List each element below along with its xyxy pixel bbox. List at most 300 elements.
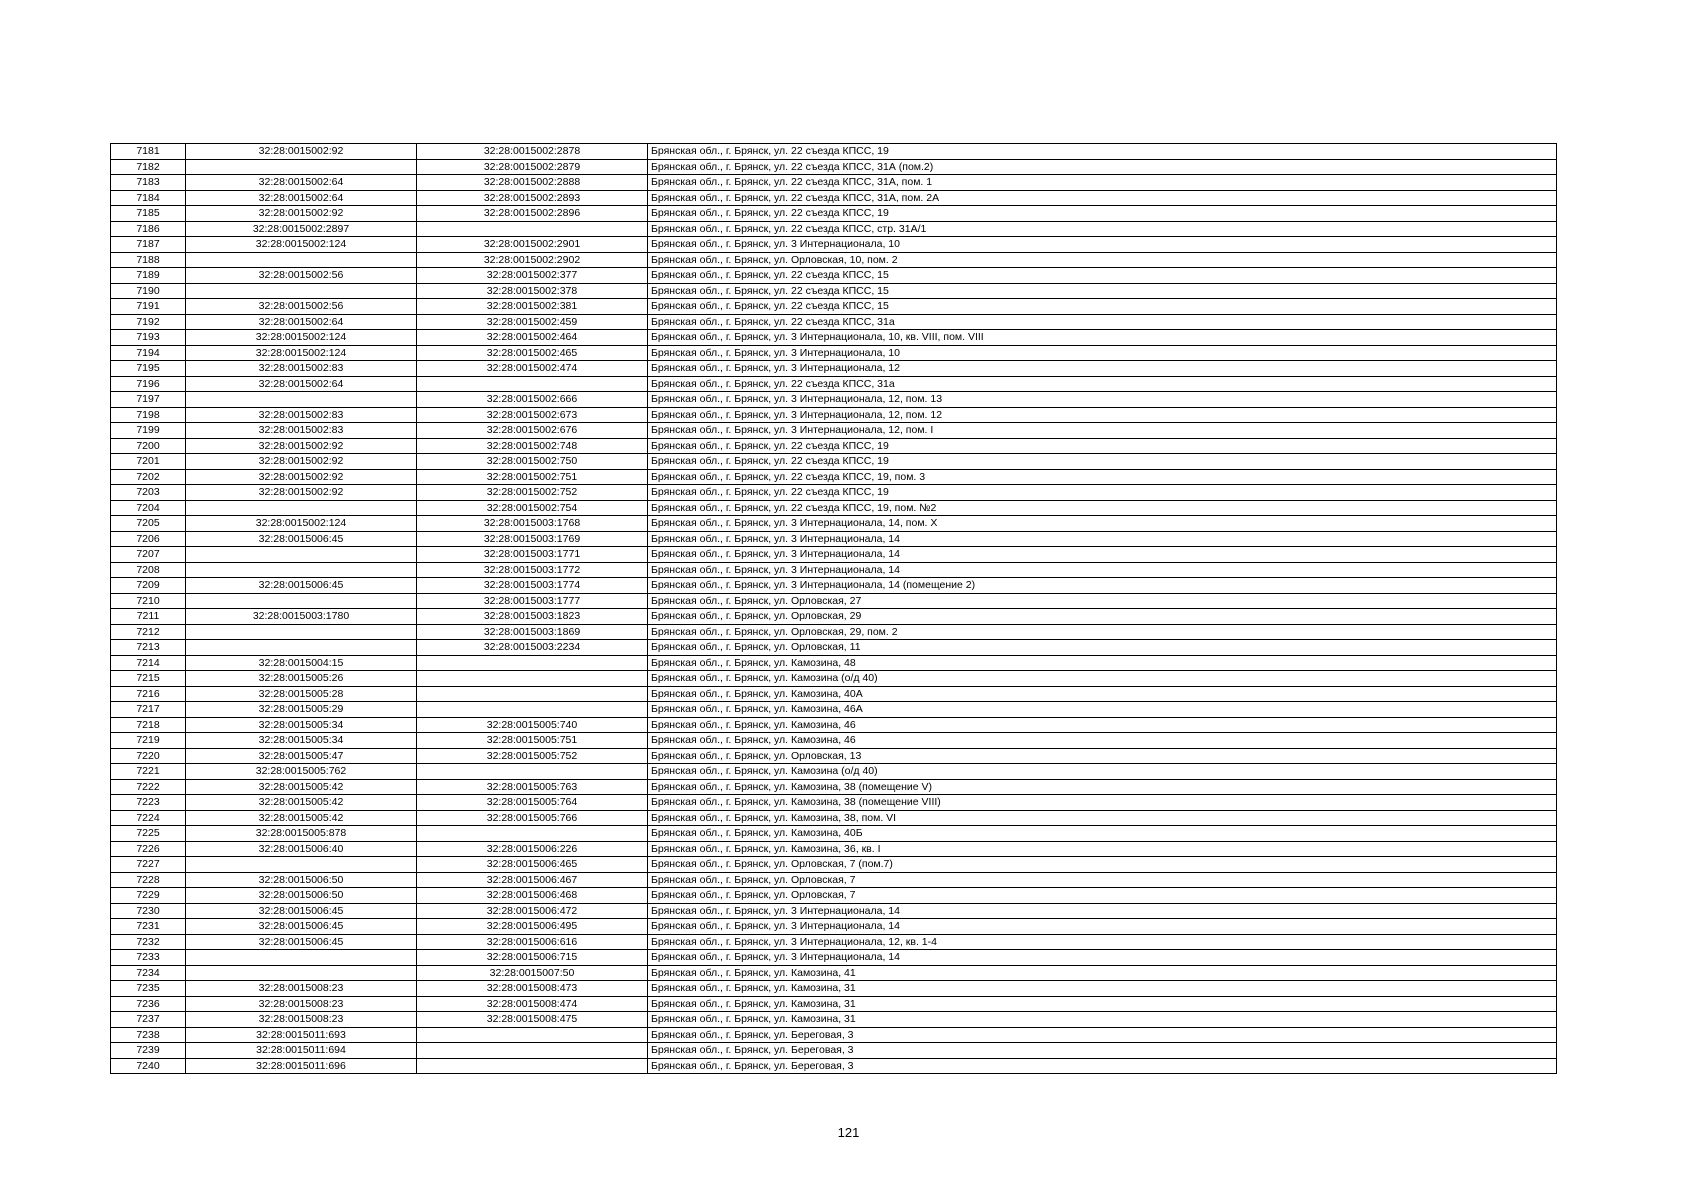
table-row [111, 1012, 1557, 1028]
parcel-number-cell: 32:28:0015002:92 [186, 438, 417, 454]
row-number-cell: 7225 [111, 826, 186, 842]
address-cell: Брянская обл., г. Брянск, ул. 22 съезда КПСС, 15 [648, 268, 1557, 284]
row-number-cell: 7221 [111, 764, 186, 780]
address-cell: Брянская обл., г. Брянск, ул. Камозина (о/д 40) [648, 671, 1557, 687]
address-cell: Брянская обл., г. Брянск, ул. Камозина, 48 [648, 655, 1557, 671]
table-row [111, 159, 1557, 175]
object-number-cell: 32:28:0015006:226 [417, 841, 648, 857]
parcel-number-cell: 32:28:0015002:124 [186, 516, 417, 532]
parcel-number-cell: 32:28:0015002:92 [186, 469, 417, 485]
address-cell: Брянская обл., г. Брянск, ул. Береговая, 3 [648, 1058, 1557, 1074]
object-number-cell: 32:28:0015002:754 [417, 500, 648, 516]
address-cell: Брянская обл., г. Брянск, ул. Камозина, 31 [648, 981, 1557, 997]
address-cell: Брянская обл., г. Брянск, ул. 22 съезда КПСС, 19 [648, 144, 1557, 160]
table-row [111, 764, 1557, 780]
object-number-cell: 32:28:0015002:748 [417, 438, 648, 454]
cadastral-table [110, 143, 1557, 1074]
address-cell: Брянская обл., г. Брянск, ул. 22 съезда КПСС, 31а [648, 376, 1557, 392]
object-number-cell [417, 826, 648, 842]
parcel-number-cell [186, 562, 417, 578]
object-number-cell: 32:28:0015005:752 [417, 748, 648, 764]
row-number-cell: 7235 [111, 981, 186, 997]
table-row [111, 407, 1557, 423]
row-number-cell: 7198 [111, 407, 186, 423]
parcel-number-cell: 32:28:0015005:47 [186, 748, 417, 764]
table-row [111, 919, 1557, 935]
table-row [111, 237, 1557, 253]
parcel-number-cell: 32:28:0015006:50 [186, 872, 417, 888]
address-cell: Брянская обл., г. Брянск, ул. 3 Интернационала, 14, пом. X [648, 516, 1557, 532]
parcel-number-cell [186, 392, 417, 408]
address-cell: Брянская обл., г. Брянск, ул. 3 Интернационала, 12 [648, 361, 1557, 377]
row-number-cell: 7215 [111, 671, 186, 687]
address-cell: Брянская обл., г. Брянск, ул. Камозина, 38 (помещение VIII) [648, 795, 1557, 811]
row-number-cell: 7187 [111, 237, 186, 253]
object-number-cell [417, 221, 648, 237]
address-cell: Брянская обл., г. Брянск, ул. 22 съезда КПСС, 19 [648, 485, 1557, 501]
object-number-cell: 32:28:0015003:1772 [417, 562, 648, 578]
address-cell: Брянская обл., г. Брянск, ул. Камозина, 41 [648, 965, 1557, 981]
row-number-cell: 7199 [111, 423, 186, 439]
row-number-cell: 7205 [111, 516, 186, 532]
address-cell: Брянская обл., г. Брянск, ул. Камозина, 31 [648, 1012, 1557, 1028]
table-row [111, 686, 1557, 702]
object-number-cell: 32:28:0015002:381 [417, 299, 648, 315]
parcel-number-cell [186, 857, 417, 873]
address-cell: Брянская обл., г. Брянск, ул. Орловская, 29 [648, 609, 1557, 625]
address-cell: Брянская обл., г. Брянск, ул. 3 Интернационала, 14 [648, 919, 1557, 935]
object-number-cell: 32:28:0015007:50 [417, 965, 648, 981]
address-cell: Брянская обл., г. Брянск, ул. Орловская, 7 (пом.7) [648, 857, 1557, 873]
parcel-number-cell: 32:28:0015002:2897 [186, 221, 417, 237]
object-number-cell: 32:28:0015006:616 [417, 934, 648, 950]
address-cell: Брянская обл., г. Брянск, ул. Камозина, 46А [648, 702, 1557, 718]
object-number-cell [417, 671, 648, 687]
parcel-number-cell: 32:28:0015005:34 [186, 733, 417, 749]
address-cell: Брянская обл., г. Брянск, ул. 22 съезда КПСС, 31А, пом. 1 [648, 175, 1557, 191]
table-row [111, 423, 1557, 439]
parcel-number-cell: 32:28:0015005:878 [186, 826, 417, 842]
object-number-cell: 32:28:0015002:464 [417, 330, 648, 346]
table-row [111, 748, 1557, 764]
address-cell: Брянская обл., г. Брянск, ул. 3 Интернационала, 12, кв. 1-4 [648, 934, 1557, 950]
table-row [111, 640, 1557, 656]
parcel-number-cell [186, 500, 417, 516]
object-number-cell [417, 1027, 648, 1043]
table-row [111, 872, 1557, 888]
object-number-cell: 32:28:0015006:495 [417, 919, 648, 935]
row-number-cell: 7192 [111, 314, 186, 330]
parcel-number-cell [186, 252, 417, 268]
object-number-cell: 32:28:0015003:1771 [417, 547, 648, 563]
table-row [111, 888, 1557, 904]
object-number-cell: 32:28:0015008:474 [417, 996, 648, 1012]
address-cell: Брянская обл., г. Брянск, ул. 3 Интернационала, 12, пом. I [648, 423, 1557, 439]
row-number-cell: 7239 [111, 1043, 186, 1059]
row-number-cell: 7195 [111, 361, 186, 377]
table-row [111, 857, 1557, 873]
address-cell: Брянская обл., г. Брянск, ул. 22 съезда КПСС, 15 [648, 299, 1557, 315]
parcel-number-cell: 32:28:0015002:83 [186, 407, 417, 423]
parcel-number-cell: 32:28:0015002:92 [186, 144, 417, 160]
object-number-cell: 32:28:0015003:1869 [417, 624, 648, 640]
table-row [111, 454, 1557, 470]
table-row [111, 950, 1557, 966]
parcel-number-cell: 32:28:0015004:15 [186, 655, 417, 671]
table-row [111, 655, 1557, 671]
address-cell: Брянская обл., г. Брянск, ул. 3 Интернационала, 10, кв. VIII, пом. VIII [648, 330, 1557, 346]
table-row [111, 516, 1557, 532]
address-cell: Брянская обл., г. Брянск, ул. Камозина (о/д 40) [648, 764, 1557, 780]
object-number-cell: 32:28:0015003:1768 [417, 516, 648, 532]
row-number-cell: 7185 [111, 206, 186, 222]
parcel-number-cell: 32:28:0015005:42 [186, 779, 417, 795]
address-cell: Брянская обл., г. Брянск, ул. Камозина, 46 [648, 717, 1557, 733]
row-number-cell: 7190 [111, 283, 186, 299]
parcel-number-cell: 32:28:0015011:693 [186, 1027, 417, 1043]
object-number-cell: 32:28:0015002:2893 [417, 190, 648, 206]
address-cell: Брянская обл., г. Брянск, ул. 3 Интернационала, 14 (помещение 2) [648, 578, 1557, 594]
row-number-cell: 7200 [111, 438, 186, 454]
object-number-cell: 32:28:0015006:715 [417, 950, 648, 966]
object-number-cell: 32:28:0015008:475 [417, 1012, 648, 1028]
table-row [111, 1043, 1557, 1059]
row-number-cell: 7232 [111, 934, 186, 950]
table-row [111, 392, 1557, 408]
address-cell: Брянская обл., г. Брянск, ул. 3 Интернационала, 14 [648, 547, 1557, 563]
row-number-cell: 7229 [111, 888, 186, 904]
object-number-cell: 32:28:0015003:1777 [417, 593, 648, 609]
address-cell: Брянская обл., г. Брянск, ул. 3 Интернационала, 12, пом. 12 [648, 407, 1557, 423]
row-number-cell: 7206 [111, 531, 186, 547]
table-row [111, 841, 1557, 857]
address-cell: Брянская обл., г. Брянск, ул. 3 Интернационала, 14 [648, 903, 1557, 919]
row-number-cell: 7214 [111, 655, 186, 671]
object-number-cell: 32:28:0015002:474 [417, 361, 648, 377]
object-number-cell: 32:28:0015002:2901 [417, 237, 648, 253]
row-number-cell: 7193 [111, 330, 186, 346]
row-number-cell: 7197 [111, 392, 186, 408]
parcel-number-cell [186, 950, 417, 966]
table-row [111, 996, 1557, 1012]
row-number-cell: 7228 [111, 872, 186, 888]
row-number-cell: 7222 [111, 779, 186, 795]
row-number-cell: 7211 [111, 609, 186, 625]
table-row [111, 376, 1557, 392]
parcel-number-cell: 32:28:0015006:45 [186, 903, 417, 919]
parcel-number-cell [186, 159, 417, 175]
object-number-cell: 32:28:0015006:468 [417, 888, 648, 904]
table-row [111, 500, 1557, 516]
table-row [111, 934, 1557, 950]
address-cell: Брянская обл., г. Брянск, ул. 3 Интернационала, 14 [648, 562, 1557, 578]
table-row [111, 330, 1557, 346]
table-row [111, 562, 1557, 578]
table-row [111, 609, 1557, 625]
row-number-cell: 7207 [111, 547, 186, 563]
address-cell: Брянская обл., г. Брянск, ул. 22 съезда КПСС, 19, пом. 3 [648, 469, 1557, 485]
row-number-cell: 7212 [111, 624, 186, 640]
table-row [111, 547, 1557, 563]
parcel-number-cell: 32:28:0015011:696 [186, 1058, 417, 1074]
address-cell: Брянская обл., г. Брянск, ул. Орловская, 10, пом. 2 [648, 252, 1557, 268]
row-number-cell: 7218 [111, 717, 186, 733]
parcel-number-cell: 32:28:0015002:83 [186, 423, 417, 439]
parcel-number-cell: 32:28:0015002:92 [186, 206, 417, 222]
table-row [111, 221, 1557, 237]
parcel-number-cell: 32:28:0015011:694 [186, 1043, 417, 1059]
table-row [111, 283, 1557, 299]
object-number-cell: 32:28:0015005:766 [417, 810, 648, 826]
object-number-cell: 32:28:0015005:764 [417, 795, 648, 811]
object-number-cell [417, 702, 648, 718]
parcel-number-cell [186, 593, 417, 609]
table-row [111, 717, 1557, 733]
parcel-number-cell: 32:28:0015002:64 [186, 190, 417, 206]
object-number-cell [417, 764, 648, 780]
parcel-number-cell: 32:28:0015002:124 [186, 330, 417, 346]
address-cell: Брянская обл., г. Брянск, ул. 3 Интернационала, 10 [648, 237, 1557, 253]
address-cell: Брянская обл., г. Брянск, ул. 3 Интернационала, 14 [648, 950, 1557, 966]
parcel-number-cell: 32:28:0015006:50 [186, 888, 417, 904]
table-row [111, 702, 1557, 718]
object-number-cell: 32:28:0015002:750 [417, 454, 648, 470]
parcel-number-cell: 32:28:0015002:124 [186, 345, 417, 361]
address-cell: Брянская обл., г. Брянск, ул. Камозина, 31 [648, 996, 1557, 1012]
table-row [111, 578, 1557, 594]
object-number-cell: 32:28:0015002:2902 [417, 252, 648, 268]
parcel-number-cell: 32:28:0015008:23 [186, 996, 417, 1012]
parcel-number-cell: 32:28:0015002:64 [186, 175, 417, 191]
row-number-cell: 7189 [111, 268, 186, 284]
row-number-cell: 7210 [111, 593, 186, 609]
table-row [111, 965, 1557, 981]
parcel-number-cell: 32:28:0015003:1780 [186, 609, 417, 625]
row-number-cell: 7196 [111, 376, 186, 392]
object-number-cell: 32:28:0015003:1823 [417, 609, 648, 625]
parcel-number-cell: 32:28:0015008:23 [186, 981, 417, 997]
table-row [111, 981, 1557, 997]
address-cell: Брянская обл., г. Брянск, ул. Орловская, 29, пом. 2 [648, 624, 1557, 640]
object-number-cell: 32:28:0015008:473 [417, 981, 648, 997]
address-cell: Брянская обл., г. Брянск, ул. Орловская, 27 [648, 593, 1557, 609]
table-row [111, 903, 1557, 919]
table-row [111, 175, 1557, 191]
row-number-cell: 7223 [111, 795, 186, 811]
parcel-number-cell: 32:28:0015005:42 [186, 810, 417, 826]
object-number-cell [417, 686, 648, 702]
row-number-cell: 7219 [111, 733, 186, 749]
row-number-cell: 7209 [111, 578, 186, 594]
object-number-cell: 32:28:0015002:751 [417, 469, 648, 485]
table-row [111, 252, 1557, 268]
address-cell: Брянская обл., г. Брянск, ул. 22 съезда КПСС, 19 [648, 438, 1557, 454]
parcel-number-cell [186, 640, 417, 656]
table-row [111, 779, 1557, 795]
object-number-cell [417, 1058, 648, 1074]
address-cell: Брянская обл., г. Брянск, ул. 22 съезда КПСС, стр. 31А/1 [648, 221, 1557, 237]
address-cell: Брянская обл., г. Брянск, ул. 3 Интернационала, 14 [648, 531, 1557, 547]
parcel-number-cell: 32:28:0015006:45 [186, 531, 417, 547]
address-cell: Брянская обл., г. Брянск, ул. Орловская, 13 [648, 748, 1557, 764]
table-row [111, 593, 1557, 609]
parcel-number-cell: 32:28:0015006:45 [186, 578, 417, 594]
address-cell: Брянская обл., г. Брянск, ул. Камозина, 46 [648, 733, 1557, 749]
row-number-cell: 7203 [111, 485, 186, 501]
row-number-cell: 7240 [111, 1058, 186, 1074]
parcel-number-cell [186, 965, 417, 981]
table-row [111, 361, 1557, 377]
row-number-cell: 7181 [111, 144, 186, 160]
object-number-cell: 32:28:0015002:2896 [417, 206, 648, 222]
row-number-cell: 7186 [111, 221, 186, 237]
row-number-cell: 7231 [111, 919, 186, 935]
address-cell: Брянская обл., г. Брянск, ул. Орловская, 7 [648, 888, 1557, 904]
parcel-number-cell: 32:28:0015005:26 [186, 671, 417, 687]
row-number-cell: 7202 [111, 469, 186, 485]
object-number-cell: 32:28:0015002:666 [417, 392, 648, 408]
parcel-number-cell: 32:28:0015006:40 [186, 841, 417, 857]
parcel-number-cell: 32:28:0015005:29 [186, 702, 417, 718]
table-row [111, 733, 1557, 749]
parcel-number-cell: 32:28:0015005:28 [186, 686, 417, 702]
parcel-number-cell: 32:28:0015002:124 [186, 237, 417, 253]
address-cell: Брянская обл., г. Брянск, ул. Камозина, 40А [648, 686, 1557, 702]
table-body [111, 144, 1557, 1074]
table-row [111, 438, 1557, 454]
row-number-cell: 7208 [111, 562, 186, 578]
row-number-cell: 7227 [111, 857, 186, 873]
row-number-cell: 7234 [111, 965, 186, 981]
object-number-cell: 32:28:0015002:673 [417, 407, 648, 423]
address-cell: Брянская обл., г. Брянск, ул. 22 съезда КПСС, 19 [648, 454, 1557, 470]
row-number-cell: 7237 [111, 1012, 186, 1028]
parcel-number-cell: 32:28:0015005:34 [186, 717, 417, 733]
object-number-cell: 32:28:0015003:1774 [417, 578, 648, 594]
object-number-cell [417, 655, 648, 671]
table-row [111, 469, 1557, 485]
parcel-number-cell: 32:28:0015002:92 [186, 454, 417, 470]
parcel-number-cell: 32:28:0015002:56 [186, 268, 417, 284]
object-number-cell: 32:28:0015002:378 [417, 283, 648, 299]
address-cell: Брянская обл., г. Брянск, ул. Камозина, 40Б [648, 826, 1557, 842]
row-number-cell: 7184 [111, 190, 186, 206]
row-number-cell: 7194 [111, 345, 186, 361]
parcel-number-cell [186, 624, 417, 640]
table-row [111, 345, 1557, 361]
row-number-cell: 7233 [111, 950, 186, 966]
address-cell: Брянская обл., г. Брянск, ул. Орловская, 7 [648, 872, 1557, 888]
object-number-cell: 32:28:0015003:1769 [417, 531, 648, 547]
parcel-number-cell: 32:28:0015002:64 [186, 376, 417, 392]
object-number-cell: 32:28:0015002:2888 [417, 175, 648, 191]
parcel-number-cell: 32:28:0015006:45 [186, 919, 417, 935]
page-number: 121 [837, 1125, 860, 1140]
object-number-cell: 32:28:0015002:2878 [417, 144, 648, 160]
row-number-cell: 7183 [111, 175, 186, 191]
object-number-cell: 32:28:0015006:467 [417, 872, 648, 888]
address-cell: Брянская обл., г. Брянск, ул. 22 съезда КПСС, 31А (пом.2) [648, 159, 1557, 175]
row-number-cell: 7188 [111, 252, 186, 268]
object-number-cell: 32:28:0015002:676 [417, 423, 648, 439]
row-number-cell: 7230 [111, 903, 186, 919]
object-number-cell: 32:28:0015005:751 [417, 733, 648, 749]
parcel-number-cell: 32:28:0015006:45 [186, 934, 417, 950]
table-row [111, 531, 1557, 547]
table-row [111, 485, 1557, 501]
parcel-number-cell: 32:28:0015002:83 [186, 361, 417, 377]
object-number-cell: 32:28:0015002:2879 [417, 159, 648, 175]
address-cell: Брянская обл., г. Брянск, ул. 22 съезда КПСС, 31а [648, 314, 1557, 330]
address-cell: Брянская обл., г. Брянск, ул. 22 съезда КПСС, 31А, пом. 2А [648, 190, 1557, 206]
address-cell: Брянская обл., г. Брянск, ул. Береговая, 3 [648, 1027, 1557, 1043]
table-row [111, 1058, 1557, 1074]
row-number-cell: 7204 [111, 500, 186, 516]
address-cell: Брянская обл., г. Брянск, ул. 3 Интернационала, 12, пом. 13 [648, 392, 1557, 408]
object-number-cell: 32:28:0015005:763 [417, 779, 648, 795]
parcel-number-cell: 32:28:0015005:762 [186, 764, 417, 780]
address-cell: Брянская обл., г. Брянск, ул. Орловская, 11 [648, 640, 1557, 656]
parcel-number-cell: 32:28:0015002:92 [186, 485, 417, 501]
object-number-cell [417, 1043, 648, 1059]
row-number-cell: 7213 [111, 640, 186, 656]
table-row [111, 795, 1557, 811]
parcel-number-cell: 32:28:0015005:42 [186, 795, 417, 811]
object-number-cell [417, 376, 648, 392]
table-row [111, 1027, 1557, 1043]
table-row [111, 299, 1557, 315]
row-number-cell: 7191 [111, 299, 186, 315]
row-number-cell: 7182 [111, 159, 186, 175]
table-row [111, 314, 1557, 330]
parcel-number-cell: 32:28:0015002:56 [186, 299, 417, 315]
row-number-cell: 7224 [111, 810, 186, 826]
row-number-cell: 7236 [111, 996, 186, 1012]
row-number-cell: 7217 [111, 702, 186, 718]
row-number-cell: 7201 [111, 454, 186, 470]
table-row [111, 624, 1557, 640]
address-cell: Брянская обл., г. Брянск, ул. 22 съезда КПСС, 15 [648, 283, 1557, 299]
address-cell: Брянская обл., г. Брянск, ул. Камозина, 36, кв. I [648, 841, 1557, 857]
object-number-cell: 32:28:0015003:2234 [417, 640, 648, 656]
table-row [111, 206, 1557, 222]
table-row [111, 810, 1557, 826]
table-row [111, 826, 1557, 842]
row-number-cell: 7220 [111, 748, 186, 764]
table-row [111, 144, 1557, 160]
object-number-cell: 32:28:0015006:465 [417, 857, 648, 873]
parcel-number-cell: 32:28:0015002:64 [186, 314, 417, 330]
address-cell: Брянская обл., г. Брянск, ул. Камозина, 38, пом. VI [648, 810, 1557, 826]
object-number-cell: 32:28:0015005:740 [417, 717, 648, 733]
address-cell: Брянская обл., г. Брянск, ул. 22 съезда КПСС, 19, пом. №2 [648, 500, 1557, 516]
address-cell: Брянская обл., г. Брянск, ул. 22 съезда КПСС, 19 [648, 206, 1557, 222]
table-row [111, 268, 1557, 284]
table-row [111, 671, 1557, 687]
parcel-number-cell [186, 283, 417, 299]
row-number-cell: 7238 [111, 1027, 186, 1043]
object-number-cell: 32:28:0015002:465 [417, 345, 648, 361]
address-cell: Брянская обл., г. Брянск, ул. Камозина, 38 (помещение V) [648, 779, 1557, 795]
object-number-cell: 32:28:0015002:752 [417, 485, 648, 501]
row-number-cell: 7226 [111, 841, 186, 857]
object-number-cell: 32:28:0015002:459 [417, 314, 648, 330]
parcel-number-cell: 32:28:0015008:23 [186, 1012, 417, 1028]
parcel-number-cell [186, 547, 417, 563]
address-cell: Брянская обл., г. Брянск, ул. 3 Интернационала, 10 [648, 345, 1557, 361]
address-cell: Брянская обл., г. Брянск, ул. Береговая, 3 [648, 1043, 1557, 1059]
row-number-cell: 7216 [111, 686, 186, 702]
